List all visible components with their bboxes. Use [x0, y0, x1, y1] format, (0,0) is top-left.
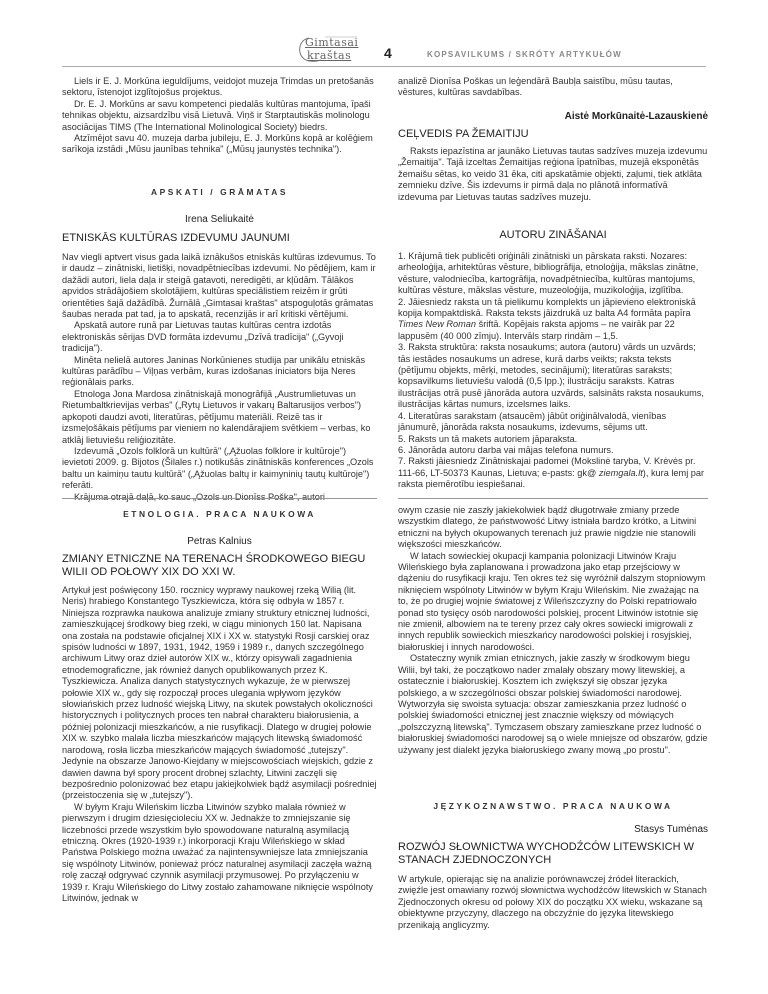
- apskati-title-wrap: [62, 232, 377, 245]
- paragraph: Raksts iepazīstina ar jaunāko Lietuvas tautas sadzīves muzeja izdevumu „Žemaitija". Tajā izceltas Žemaitijas reģiona īpatnības, muzejā eksponētās žemaišu sētas, ko veido 31 ēka, citi apskatāmie objekti, zaļumi, tiek atklāta zemnieku dzīve. Šis izdevums ir pirmā daļa no plānotā informatīvā izdevuma par Lietuvas tautas sadzīves muzeju.: [398, 146, 708, 202]
- section-title: JĘZYKOZNAWSTWO. PRACA NAUKOWA: [433, 801, 673, 811]
- etnologia-author-wrap: [62, 536, 377, 547]
- paragraph: W byłym Kraju Wileńskim liczba Litwinów szybko malała również w pierwszym i drugim dziesięcioleciu XX w. Jednakże to zmniejszanie się liczebności przede wszystkim było spowodowane naturalną asymilacją etniczną. Okres (1920-1939 r.) inkorporacji Kraju Wileńskiego w skład Państwa Polskiego można uważać za najintensywniejsze lata zmniejszania się wspólnoty Litwinów, ponieważ prócz naturalnej asymilacji zaczęła ważną rolę zaczął odgrywać czynnik asymilacji przymusowej. Po przyłączeniu w 1939 r. Kraju Wileńskiego do Litwy zostało zahamowane niknięcie wspólnoty Litwinów, jednak w: [62, 801, 374, 903]
- notice-title: AUTORU ZINĀŠANAI: [499, 229, 607, 241]
- paragraph: Dr. E. J. Morkūns ar savu kompetenci piedalās kultūras mantojuma, īpaši tehnikas objektu, aizsardzību visā Lietuvā. Viņš ir Starptautiskās molinologu asociācijas TIMS (The International Molinological Society) biedrs.: [62, 98, 371, 132]
- etnologia-title-wrap: [62, 553, 377, 579]
- autoru-title-wrap: [398, 229, 708, 242]
- paragraph: owym czasie nie zaszły jakiekolwiek bądź długotrwałe zmiany przede wszystkim dlatego, że państwowość Litwy istniała bardzo krótko, a Litwini etniczni na byłych okupowanych terenach już prawie nigdzie nie stanowili większości mieszkańców.: [398, 505, 697, 550]
- notice-item: 4. Literatūras sarakstam (atsaucēm) jābūt oriģinālvalodā, vienības jānumurē, jānorāda raksta nosaukums, izdevums, sējums utt.: [398, 410, 667, 433]
- right-intro-text: [398, 76, 708, 99]
- divider: [62, 498, 377, 499]
- etnologia-section: [62, 509, 377, 520]
- etnologia-body: [62, 585, 377, 904]
- email-link[interactable]: ziemgala.lt: [598, 467, 643, 478]
- paragraph: Etnologa Jona Mardosa zinātniskajā monogrāfijā „Austrumlietuvas un Rietumbaltkrievijas verbas" („Rytų Lietuvos ir vakarų Baltarusijos verbos") apkopoti daudzi avoti, literatūras, pētījumu materiāli. Reizē tas ir izsmeļošākais pētījums par vieniem no kalendārajiem svētkiem – verbas, ko atklāj lietuviešu reliģiozitāte.: [62, 388, 371, 445]
- section-title: APSKATI / GRĀMATAS: [150, 187, 289, 197]
- article-author: Irena Seliukaitė: [185, 214, 254, 225]
- notice-item: 2. Jāiesniedz raksta un tā pielikumu komplekts un jāpievieno elektroniskā kopija kompaktdiskā. Raksta teksts jāizdrukā uz balta A4 formāta papīra Times New Roman šriftā. Kopējais raksta apjoms – ne vairāk par 22 lappusēm (40 000 zīmju). Intervāls starp rindām – 1,5.: [398, 296, 696, 341]
- notice-item: 6. Jānorāda autoru darba vai mājas telefona numurs.: [398, 444, 614, 455]
- left-intro-text: [62, 76, 377, 156]
- jezyko-title-wrap: [398, 841, 708, 867]
- jezyko-author-wrap: [398, 824, 708, 835]
- apskati-article: [62, 214, 377, 225]
- article-author: Petras Kalnius: [187, 536, 252, 547]
- notice-item: 1. Krājumā tiek publicēti oriģināli zinātniski un pārskata raksti. Nozares: arheoloģija, arhitektūras vēsture, bibliogrāfija, etnoloģija, mākslas zinātne, vēsture, valodniecība, kartogrāfija, novadpētniecība, kultūras mantojums, kultūras vēsture, mākslas vēsture, muzeoloģija, muzikoloģija, izglītība.: [398, 251, 699, 296]
- article-author: Aistė Morkūnaitė-Lazauskienė: [564, 111, 708, 122]
- paragraph: W artykule, opierając się na analizie porównawczej źródeł literackich, zwięźle jest omawiany rozwój słownictwa wychodźców litewskich w Stanach Zjednoczonych okresu od połowy XIX do początku XX wieku, wskazane są obiektywne przyczyny, dlaczego na obczyźnie do języka litewskiego przenikają anglicyzmy.: [398, 874, 707, 930]
- article-title: ETNISKĀS KULTŪRAS IZDEVUMU JAUNUMI: [62, 232, 290, 244]
- article-title: CEĻVEDIS PA ŽEMAITIJU: [398, 128, 529, 140]
- notice-item: 5. Raksts un tā makets autoriem jāparaksta.: [398, 433, 578, 444]
- jezyko-section: [398, 801, 708, 812]
- paragraph: analizē Dionīsa Poškas un leģendārā Baubļa saistību, mūsu tautas, vēstures, kultūras savdabības.: [398, 76, 673, 98]
- paragraph: Apskatā autore runā par Lietuvas tautas kultūras centra izdotās elektroniskās sērijas DVD formāta izdevumu „Dzīvā tradīcija" („Gyvoji tradicija").: [62, 320, 344, 354]
- paragraph: Izdevumā „Ozols folklorā un kultūrā" („Ąžuolas folklore ir kultūroje") ievietoti 2009. g. Bijotos (Šilales r.) notikušās zinātniskās konferences „Ozols baltu un kaimiņu tautu kultūrā" („Ąžuolas baltų ir kaimyninių tautų kultūroje") referāti.: [62, 445, 374, 491]
- paragraph: Artykuł jest poświęcony 150. rocznicy wyprawy naukowej rzeką Wilią (lit. Neris) hrabiego Konstantego Tyszkiewicza, która się odbyła w 1857 r. Niniejsza rozprawka naukowa analizuje zmiany struktury etnicznej ludności, zamieszkującej środkowy bieg rzeki, w ciągu minionych 150 lat. Napisana ona została na podstawie oficjalnej XIX i XX w. statystyki Rosji carskiej oraz spisów ludności w 1897, 1931, 1942, 1959 i 1989 r., danych szczególnego archiwum Litwy oraz dzieł autorów XIX w., którzy opisywali zagadnienia etnodemograficzne, jak również danych opublikowanych przez K. Tyszkiewicza. Analiza danych statystycznych wykazuje, że w pierwszej połowie XIX w., gdy się rozpoczął proces ulegania wpływom języków słowiańskich przez ludność wiejską Litwy, na skutek powstałych okoliczności historycznych i politycznych proces ten nabrał charakteru białorusienia, a później polonizacji mieszkańców, a nie rusyfikacji. Dlatego w drugiej połowie XIX w. szybko malała liczba mieszkańców mających litewską świadomość narodową, rosła liczba mieszkańców mających świadomość „tutejszy". Jedynie na obszarze Janowo-Kiejdany w miejscowościach wiejskich, gdzie z dawien dawna był spory procent drobnej szlachty, Litwini zaczęli się bezpośrednio polonizować bez etapu jakiejkolwiek bądź asymilacji pośredniej (przeistoczenia się w „tutejszy").: [62, 585, 377, 801]
- paragraph: W latach sowieckiej okupacji kampania polonizacji Litwinów Kraju Wileńskiego była zaplanowana i prowadzona jako etap przejściowy w dążeniu do rusyfikacji kraju. Ten okres też się wyróżnił dalszym stopniowym niknięciem wspólnoty Litwinów w byłym Kraju Wileńskim. Nie zważając na to, że po drugiej wojnie światowej z Wileńszczyzny do Polski repatriowało ponad sto tysięcy osób narodowości polskiej, procent Litwinów istotnie się nie zmienił, albowiem na te tereny przez cały okres sowiecki imigrowali z innych republik sowieckich mieszkańcy narodowości polskiej i rosyjskiej, białoruskiej i innych narodowości.: [398, 550, 706, 652]
- zemaitija-body: [398, 146, 708, 203]
- article-title: ROZWÓJ SŁOWNICTWA WYCHODŹCÓW LITEWSKICH W STANACH ZJEDNOCZONYCH: [398, 841, 694, 866]
- autoru-body: [398, 251, 708, 491]
- running-header: KOPSAVILKUMS / SKRÓTY ARTYKUŁÓW: [427, 50, 622, 59]
- logo-text-line2: kraštas: [307, 49, 352, 62]
- page-number: 4: [384, 45, 392, 61]
- logo-text-line1: Gimtasai: [305, 36, 359, 49]
- paragraph: Minēta nelielā autores Janinas Norkūnienes studija par unikālu etniskās kultūras parādību – Viļņas verbām, kuras izdošanas iniciators bija Neres reģionālais parks.: [62, 354, 366, 388]
- article-author: Stasys Tumėnas: [634, 824, 708, 835]
- zemaitija-author-wrap: [398, 111, 708, 122]
- notice-item: 3. Raksta struktūra: raksta nosaukums; autora (autoru) vārds un uzvārds; tās iestādes nosaukums un adrese, kurā darbs veikts; raksta teksts (pētījumu objekts, mērķi, metodes, secinājumi); literatūras saraksts; kopsavilkums lietuviešu valodā (0,5 lpp.); ilustrāciju saraksts. Katras ilustrācijas otrā pusē jānorāda autora uzvārds, salsināts raksta nosaukums, ilustrācijas kārtas numurs, izcelsmes laiks.: [398, 342, 704, 410]
- notice-item: 7. Raksti jāiesniedz Zinātniskajai padomei (Mokslinė taryba, V. Krėvės pr. 111-66, LT-50373 Kaunas, Lietuva; e-pasts: gk@ ziemgala.lt), kura lemj par raksta piemērotību iespiešanai.: [398, 456, 705, 490]
- paragraph: Krājuma otrajā daļā, ko sauc „Ozols un Dionīss Poška", autori: [74, 491, 325, 502]
- article-title: ZMIANY ETNICZNE NA TERENACH ŚRODKOWEGO BIEGU WILII OD POŁOWY XIX DO XXI W.: [62, 553, 366, 578]
- apskati-section: [62, 187, 377, 198]
- zemaitija-title-wrap: [398, 128, 708, 141]
- jezyko-body: [398, 874, 708, 931]
- paragraph: Nav viegli aptvert visus gada laikā iznākušos etniskās kultūras izdevumus. To ir daudz – zinātniski, lietišķi, novadpētniecības izdevumi. No pēdējiem, kam ir dažādi autori, liela daļa ir steigā gatavoti, neredigēti, ar kļūdām. Tālākos apvidos strādājošiem skolotājiem, kultūras speciālistiem reizēm ir grūti orientēties šajā dažādībā. Žurnālā „Gimtasai kraštas" atspoguļotās grāmatas šaubas nerada pat tad, ja to apskatā, recenzijās ir arī kritiski vērtējumi.: [62, 252, 376, 320]
- etnologia-continuation: [398, 505, 708, 756]
- journal-logo: [295, 36, 363, 68]
- section-title: ETNOLOGIA. PRACA NAUKOWA: [123, 509, 316, 519]
- paragraph: Liels ir E. J. Morkūna ieguldījums, veidojot muzeja Trimdas un pretošanās sektoru, īstenojot izglītojošus projektus.: [62, 76, 374, 98]
- page-header: [0, 0, 768, 60]
- divider: [398, 498, 708, 499]
- apskati-body: [62, 252, 377, 503]
- paragraph: Ostateczny wynik zmian etnicznych, jakie zaszły w środkowym biegu Wilii, był taki, że początkowo nader zmalały obszary mowy litewskiej, a ostatecznie i białoruskiej. Kosztem ich zwiększył się obszar języka polskiego, a w szczególności obszar polskiej świadomości narodowej. Wytworzyła się swoista sytuacja: obszar zamieszkania przez ludność o polskiej świadomości etnicznej jest znacznie większy od mówiących „polszczyzną litewską". Tymczasem obszary zamieszkane przez ludność o białoruskiej świadomości narodowej są o wiele mniejsze od obszarów, gdzie używany jest dialekt języka białoruskiego zwany mową „po prostu".: [398, 653, 708, 755]
- paragraph: Atzīmējot savu 40. muzeja darba jubileju, E. J. Morkūns kopā ar kolēģiem sarīkoja izstādi „Mūsu jaunības tehnika" („Mūsų jaunystės technika").: [62, 133, 373, 155]
- header-rule: [62, 66, 706, 67]
